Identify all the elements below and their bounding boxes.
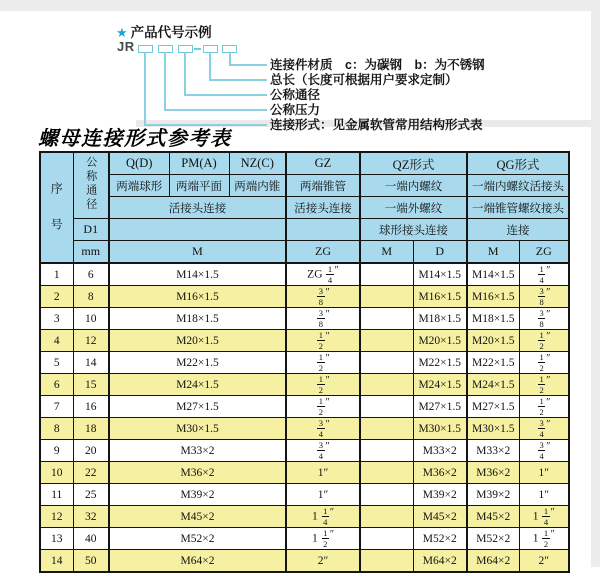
cell-qg-zg: [519, 418, 569, 440]
inch-mark: ″: [325, 397, 330, 409]
header-unit-gz: ZG: [286, 241, 360, 264]
table-body: [40, 263, 569, 572]
cell-gz-thread: 1 $\frac{1}{4}$ ″: [286, 506, 360, 528]
inch-mark: ″: [546, 331, 551, 343]
connector-line: [144, 52, 146, 124]
table-row: [40, 396, 569, 418]
cell-dn-mm: 14: [73, 352, 109, 374]
cell-qg-m: M27×1.5: [467, 396, 519, 418]
table-row: [40, 506, 569, 528]
fraction: $\frac{1}{2}$: [539, 373, 544, 395]
connector-line: [209, 52, 211, 79]
cell-gz-thread: 2″: [286, 550, 360, 573]
cell-m-thread: M33×2: [109, 440, 286, 462]
fraction: $\frac{3}{4}$: [318, 417, 324, 439]
header-row-types: [40, 175, 569, 197]
fraction: $\frac{1}{2}$: [323, 527, 328, 549]
inch-mark: ″: [325, 309, 330, 321]
fraction: $\frac{1}{4}$: [543, 505, 549, 527]
cell-qz-m: [360, 263, 413, 286]
code-dash: [194, 48, 201, 50]
cell-qg-zg: [519, 396, 569, 418]
inch-mark: ″: [325, 441, 330, 453]
header-dn-label: 公称通径: [84, 156, 97, 212]
cell-gz-thread: [286, 330, 360, 352]
inch-mark: ″: [325, 287, 330, 299]
inch-mark: ″: [325, 353, 330, 365]
fraction: $\frac{1}{2}$: [318, 395, 324, 417]
code-prefix: JR: [117, 39, 135, 54]
cell-seq: 14: [40, 550, 73, 573]
inch-mark: ″: [546, 309, 551, 321]
cell-dn-mm: 20: [73, 440, 109, 462]
code-box-2: [158, 45, 173, 53]
cell-dn-mm: 22: [73, 462, 109, 484]
cell-qg-m: M16×1.5: [467, 286, 519, 308]
cell-qz-d: M45×2: [413, 506, 467, 528]
header-empty-gz: [286, 219, 360, 241]
cell-qz-m: [360, 528, 413, 550]
cell-dn-mm: 10: [73, 308, 109, 330]
cell-gz-thread: [286, 396, 360, 418]
header-type-q: 两端球形: [109, 175, 169, 197]
cell-dn-mm: 32: [73, 506, 109, 528]
table-row: [40, 352, 569, 374]
header-row-codes: [40, 152, 569, 175]
inch-mark: ″: [546, 375, 551, 387]
header-conn2-qg: 连接: [467, 219, 569, 241]
table-title: 螺母连接形式参考表: [38, 128, 232, 150]
cell-qg-zg: 1″: [519, 484, 569, 506]
cell-dn-mm: 25: [73, 484, 109, 506]
cell-seq: 12: [40, 506, 73, 528]
cell-qg-m: M36×2: [467, 462, 519, 484]
fraction: $\frac{1}{2}$: [318, 329, 324, 351]
cell-qz-d: M14×1.5: [413, 263, 467, 286]
header-unit-qz-d: D: [413, 241, 467, 264]
fraction: $\frac{3}{4}$: [539, 417, 544, 439]
connector-line: [184, 52, 186, 94]
header-conn2-qz: 球形接头连接: [360, 219, 467, 241]
cell-seq: 9: [40, 440, 73, 462]
inch-mark: ″: [546, 419, 551, 431]
header-conn-gz: 活接头连接: [286, 197, 360, 219]
cell-gz-thread: [286, 440, 360, 462]
table-row: [40, 263, 569, 286]
fraction: $\frac{1}{4}$: [323, 505, 328, 527]
header-type-gz: 两端锥管: [286, 175, 360, 197]
fraction: $\frac{1}{2}$: [318, 351, 324, 373]
cell-m-thread: M27×1.5: [109, 396, 286, 418]
table-row: [40, 462, 569, 484]
cell-qz-m: [360, 462, 413, 484]
inch-mark: ″: [546, 397, 551, 409]
inch-mark: ″: [550, 529, 555, 541]
table-row: [40, 550, 569, 573]
cell-qz-m: [360, 286, 413, 308]
header-code-gz: GZ: [286, 152, 360, 175]
cell-dn-mm: 15: [73, 374, 109, 396]
fraction: $\frac{3}{8}$: [539, 307, 544, 329]
cell-gz-thread: 1″: [286, 462, 360, 484]
cell-qg-m: M30×1.5: [467, 418, 519, 440]
header-d1: D1: [73, 219, 109, 241]
fraction: $\frac{3}{8}$: [539, 285, 544, 307]
cell-seq: 7: [40, 396, 73, 418]
cell-qz-m: [360, 506, 413, 528]
table-row: [40, 484, 569, 506]
cell-qz-d: M18×1.5: [413, 308, 467, 330]
cell-qz-m: [360, 330, 413, 352]
fraction: $\frac{1}{2}$: [543, 527, 549, 549]
cell-dn-mm: 40: [73, 528, 109, 550]
header-type-qz: 一端内螺纹: [360, 175, 467, 197]
cell-qz-d: M16×1.5: [413, 286, 467, 308]
scan-edge-right: [591, 0, 600, 567]
inch-mark: ″: [329, 507, 335, 519]
fraction: $\frac{1}{2}$: [539, 351, 544, 373]
cell-m-thread: M22×1.5: [109, 352, 286, 374]
table-row: [40, 528, 569, 550]
header-row-d1: [40, 219, 569, 241]
diagram-heading-text: 产品代号示例: [130, 25, 212, 40]
cell-m-thread: M45×2: [109, 506, 286, 528]
inch-mark: ″: [550, 507, 555, 519]
header-type-pm: 两端平面: [169, 175, 229, 197]
connector-line: [229, 64, 267, 66]
cell-seq: 8: [40, 418, 73, 440]
header-empty-m: [109, 219, 286, 241]
header-conn-qg: 一端锥管螺纹接头: [467, 197, 569, 219]
table-header: [40, 152, 569, 263]
cell-seq: 3: [40, 308, 73, 330]
cell-m-thread: M30×1.5: [109, 418, 286, 440]
cell-qg-m: M22×1.5: [467, 352, 519, 374]
diagram-label-connection: 连接形式：见金属软管常用结构形式表: [270, 118, 483, 132]
cell-m-thread: M20×1.5: [109, 330, 286, 352]
cell-qg-zg: 2″: [519, 550, 569, 573]
header-code-qz: QZ形式: [360, 152, 467, 175]
cell-qz-m: [360, 374, 413, 396]
inch-mark: ″: [325, 419, 330, 431]
cell-qz-d: M24×1.5: [413, 374, 467, 396]
cell-qz-m: [360, 440, 413, 462]
cell-gz-thread: [286, 352, 360, 374]
cell-qg-zg: [519, 286, 569, 308]
connector-line: [164, 52, 166, 109]
header-unit-qg-m: M: [467, 241, 519, 264]
connector-line: [209, 79, 267, 81]
inch-mark: ″: [546, 441, 551, 453]
cell-qg-m: M33×2: [467, 440, 519, 462]
table-row: [40, 308, 569, 330]
header-row-connection: [40, 197, 569, 219]
cell-gz-thread: [286, 308, 360, 330]
fraction: $\frac{3}{4}$: [318, 439, 324, 461]
diagram-label-length: 总长（长度可根据用户要求定制）: [270, 73, 458, 87]
header-type-nz: 两端内锥: [229, 175, 286, 197]
cell-gz-thread: 1 $\frac{1}{2}$ ″: [286, 528, 360, 550]
code-box-4: [203, 45, 218, 53]
diagram-label-pressure: 公称压力: [270, 103, 321, 117]
cell-m-thread: M52×2: [109, 528, 286, 550]
cell-qg-zg: 1 $\frac{1}{2}$ ″: [519, 528, 569, 550]
cell-qz-d: M52×2: [413, 528, 467, 550]
cell-dn-mm: 50: [73, 550, 109, 573]
cell-qg-zg: 1″: [519, 462, 569, 484]
cell-qg-zg: 1 $\frac{1}{4}$ ″: [519, 506, 569, 528]
fraction: $\frac{1}{4}$: [327, 263, 333, 285]
diagram-label-diameter: 公称通径: [270, 88, 321, 102]
table-row: [40, 374, 569, 396]
cell-dn-mm: 8: [73, 286, 109, 308]
scan-edge-top: [0, 0, 600, 11]
cell-qz-m: [360, 550, 413, 573]
star-icon: ★: [116, 25, 128, 40]
header-code-qg: QG形式: [467, 152, 569, 175]
cell-m-thread: M64×2: [109, 550, 286, 573]
inch-mark: ″: [546, 287, 551, 299]
connector-line: [164, 109, 267, 111]
cell-qz-d: M20×1.5: [413, 330, 467, 352]
header-unit-m: M: [109, 241, 286, 264]
connector-line: [184, 94, 267, 96]
fraction: $\frac{1}{2}$: [318, 373, 324, 395]
header-conn-qz: 一端外螺纹: [360, 197, 467, 219]
table-row: [40, 440, 569, 462]
cell-seq: 5: [40, 352, 73, 374]
header-seq-label: 序号: [49, 182, 64, 254]
header-code-pm: PM(A): [169, 152, 229, 175]
inch-mark: ″: [329, 529, 335, 541]
header-conn-union: 活接头连接: [109, 197, 286, 219]
cell-gz-thread: [286, 374, 360, 396]
fraction: $\frac{1}{4}$: [539, 263, 544, 285]
inch-mark: ″: [546, 265, 551, 277]
header-dn: [73, 152, 109, 219]
cell-qz-d: M33×2: [413, 440, 467, 462]
cell-m-thread: M36×2: [109, 462, 286, 484]
cell-m-thread: M39×2: [109, 484, 286, 506]
table-row: [40, 418, 569, 440]
cell-m-thread: M18×1.5: [109, 308, 286, 330]
cell-qg-m: M39×2: [467, 484, 519, 506]
connector-line: [229, 52, 231, 64]
header-code-q: Q(D): [109, 152, 169, 175]
fraction: $\frac{1}{2}$: [539, 329, 544, 351]
cell-dn-mm: 6: [73, 263, 109, 286]
cell-seq: 11: [40, 484, 73, 506]
header-type-qg: 一端内螺纹活接头: [467, 175, 569, 197]
cell-qg-zg: [519, 330, 569, 352]
header-row-units: [40, 241, 569, 264]
cell-seq: 1: [40, 263, 73, 286]
cell-seq: 6: [40, 374, 73, 396]
cell-seq: 2: [40, 286, 73, 308]
code-box-3: [178, 45, 193, 53]
cell-gz-thread: [286, 418, 360, 440]
header-unit-qz-m: M: [360, 241, 413, 264]
cell-gz-thread: 1″: [286, 484, 360, 506]
cell-qg-m: M24×1.5: [467, 374, 519, 396]
fraction: $\frac{1}{2}$: [539, 395, 544, 417]
cell-qz-d: M36×2: [413, 462, 467, 484]
inch-mark: ″: [334, 265, 339, 277]
cell-seq: 13: [40, 528, 73, 550]
cell-qg-m: M45×2: [467, 506, 519, 528]
cell-qg-zg: [519, 440, 569, 462]
cell-dn-mm: 12: [73, 330, 109, 352]
cell-m-thread: M16×1.5: [109, 286, 286, 308]
cell-qg-m: M14×1.5: [467, 263, 519, 286]
table-row: [40, 330, 569, 352]
cell-qz-m: [360, 352, 413, 374]
cell-qg-zg: [519, 352, 569, 374]
cell-m-thread: M14×1.5: [109, 263, 286, 286]
cell-qg-m: M18×1.5: [467, 308, 519, 330]
inch-mark: ″: [546, 353, 551, 365]
cell-gz-thread: ZG $\frac{1}{4}$ ″: [286, 263, 360, 286]
header-unit-qg-zg: ZG: [519, 241, 569, 264]
cell-qz-d: M64×2: [413, 550, 467, 573]
cell-dn-mm: 16: [73, 396, 109, 418]
inch-mark: ″: [325, 375, 330, 387]
cell-qz-d: M39×2: [413, 484, 467, 506]
cell-qz-m: [360, 396, 413, 418]
inch-mark: ″: [325, 331, 330, 343]
cell-qg-zg: [519, 374, 569, 396]
diagram-label-material: 连接件材质 c：为碳钢 b：为不锈钢: [270, 58, 485, 72]
cell-qz-d: M30×1.5: [413, 418, 467, 440]
cell-seq: 10: [40, 462, 73, 484]
cell-qz-d: M22×1.5: [413, 352, 467, 374]
fraction: $\frac{3}{4}$: [539, 439, 544, 461]
cell-qg-m: M20×1.5: [467, 330, 519, 352]
cell-qz-m: [360, 418, 413, 440]
cell-m-thread: M24×1.5: [109, 374, 286, 396]
nut-connection-table: [39, 151, 570, 573]
header-mm: mm: [73, 241, 109, 264]
table-row: [40, 286, 569, 308]
cell-dn-mm: 18: [73, 418, 109, 440]
cell-qg-zg: [519, 263, 569, 286]
header-code-nz: NZ(C): [229, 152, 286, 175]
cell-gz-thread: [286, 286, 360, 308]
cell-qg-m: M52×2: [467, 528, 519, 550]
fraction: $\frac{3}{8}$: [318, 285, 324, 307]
fraction: $\frac{3}{8}$: [318, 307, 324, 329]
cell-qg-zg: [519, 308, 569, 330]
diagram-heading: [116, 21, 212, 41]
cell-qz-d: M27×1.5: [413, 396, 467, 418]
cell-qg-m: M64×2: [467, 550, 519, 573]
code-box-1: [138, 45, 153, 53]
cell-qz-m: [360, 308, 413, 330]
cell-qz-m: [360, 484, 413, 506]
cell-seq: 4: [40, 330, 73, 352]
header-seq: [40, 152, 73, 263]
